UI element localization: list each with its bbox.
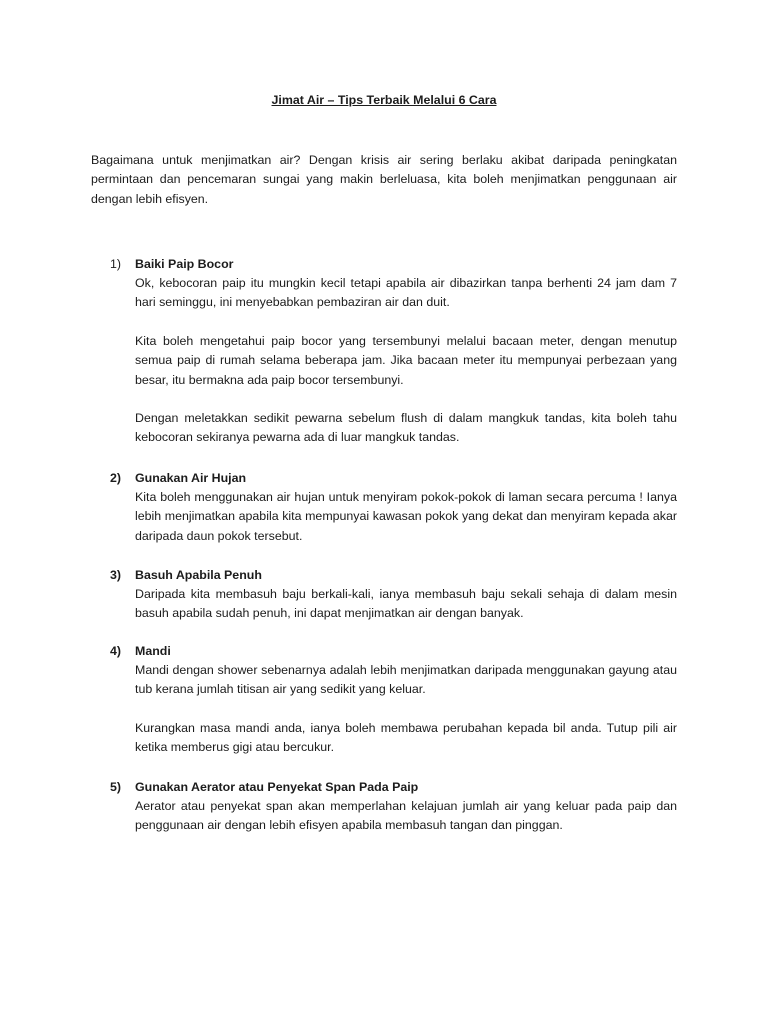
item-heading: Gunakan Aerator atau Penyekat Span Pada Paip: [135, 780, 419, 794]
item-number: 1): [110, 257, 122, 271]
item-number: 4): [110, 644, 122, 658]
item-paragraph: Mandi dengan shower sebenarnya adalah lebih menjimatkan daripada menggunakan gayung atau tub kerana jumlah titisan air yang sedikit yang keluar.: [135, 663, 677, 697]
item-paragraph: Kurangkan masa mandi anda, ianya boleh membawa perubahan kepada bil anda. Tutup pili air ketika memberus gigi atau bercukur.: [135, 721, 677, 755]
item-number: 2): [110, 471, 122, 485]
item-paragraph: Kita boleh menggunakan air hujan untuk menyiram pokok-pokok di laman secara percuma ! Ianya lebih menjimatkan apabila kita mempunyai kawasan pokok yang dekat dan menyiram kepada akar daripada daun pokok tersebut.: [135, 490, 677, 543]
item-heading: Basuh Apabila Penuh: [135, 568, 262, 582]
item-number: 5): [110, 780, 122, 794]
document-title: Jimat Air – Tips Terbaik Melalui 6 Cara: [271, 93, 497, 107]
item-paragraph: Kita boleh mengetahui paip bocor yang tersembunyi melalui bacaan meter, dengan menutup semua paip di rumah selama beberapa jam. Jika bacaan meter itu mempunyai perbezaan yang besar, itu bermakna ada paip bocor tersembunyi.: [135, 334, 677, 387]
item-heading: Mandi: [135, 644, 171, 658]
item-paragraph: Dengan meletakkan sedikit pewarna sebelum flush di dalam mangkuk tandas, kita boleh tahu kebocoran sekiranya pewarna ada di luar mangkuk tandas.: [135, 411, 677, 445]
item-heading: Baiki Paip Bocor: [135, 257, 234, 271]
item-paragraph: Daripada kita membasuh baju berkali-kali, ianya membasuh baju sekali sehaja di dalam mesin basuh apabila sudah penuh, ini dapat menjimatkan air dengan banyak.: [135, 587, 677, 621]
intro-paragraph: Bagaimana untuk menjimatkan air? Dengan krisis air sering berlaku akibat daripada peningkatan permintaan dan pencemaran sungai yang makin berleluasa, kita boleh menjimatkan penggunaan air dengan lebih efisyen.: [91, 153, 677, 206]
item-heading: Gunakan Air Hujan: [135, 471, 247, 485]
item-paragraph: Ok, kebocoran paip itu mungkin kecil tetapi apabila air dibazirkan tanpa berhenti 24 jam dam 7 hari seminggu, ini menyebabkan pembaziran air dan duit.: [135, 276, 677, 310]
item-number: 3): [110, 568, 122, 582]
item-paragraph: Aerator atau penyekat span akan memperlahan kelajuan jumlah air yang keluar pada paip dan penggunaan air dengan lebih efisyen apabila membasuh tangan dan pinggan.: [135, 799, 677, 833]
